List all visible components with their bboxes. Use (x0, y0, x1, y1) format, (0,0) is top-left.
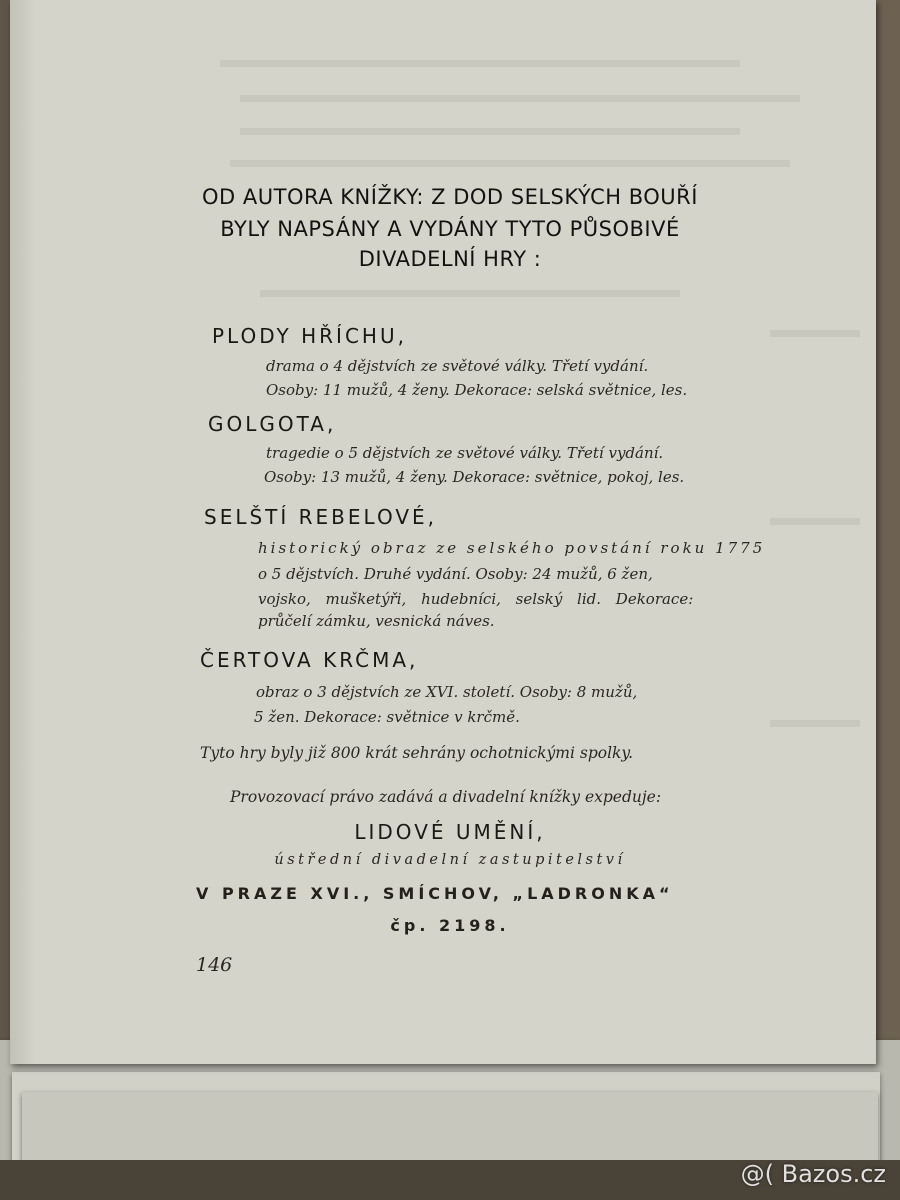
book-page (10, 0, 876, 1064)
publisher-address: V PRAZE XVI., SMÍCHOV, „LADRONKA“ (196, 884, 674, 903)
performance-note: Tyto hry byly již 800 krát sehrány ochotnickými spolky. (200, 744, 634, 762)
heading-line: DIVADELNÍ HRY : (358, 247, 542, 271)
show-through (260, 290, 680, 297)
watermark: @( Bazos.cz (740, 1160, 886, 1188)
show-through (770, 330, 860, 337)
play-description: vojsko, mušketýři, hudebníci, selský lid. Dekorace: (258, 590, 694, 608)
show-through (770, 720, 860, 727)
play-description: Osoby: 11 mužů, 4 ženy. Dekorace: selská světnice, les. (266, 381, 688, 399)
play-description: obraz o 3 dějstvích ze XVI. století. Osoby: 8 mužů, (256, 683, 638, 701)
show-through (240, 128, 740, 135)
publisher-subtitle: ústřední divadelní zastupitelství (274, 852, 626, 868)
play-description: drama o 4 dějstvích ze světové války. Třetí vydání. (266, 357, 649, 375)
rights-note: Provozovací právo zadává a divadelní knížky expeduje: (230, 788, 662, 806)
publisher-name: LIDOVÉ UMĚNÍ, (354, 820, 546, 844)
book-edge (872, 0, 900, 1200)
page-number: 146 (196, 954, 233, 976)
play-title: SELŠTÍ REBELOVÉ, (204, 505, 438, 529)
play-description: průčelí zámku, vesnická náves. (258, 612, 495, 630)
page-gutter-shade (10, 0, 36, 1064)
play-title: GOLGOTA, (208, 412, 337, 436)
show-through (240, 95, 800, 102)
play-title: PLODY HŘÍCHU, (212, 324, 407, 348)
play-description: tragedie o 5 dějstvích ze světové války. Třetí vydání. (266, 444, 664, 462)
play-description: Osoby: 13 mužů, 4 ženy. Dekorace: světnice, pokoj, les. (264, 468, 685, 486)
heading-line: BYLY NAPSÁNY A VYDÁNY TYTO PŮSOBIVÉ (220, 217, 680, 241)
publisher-number: čp. 2198. (390, 916, 510, 935)
show-through (230, 160, 790, 167)
play-description: o 5 dějstvích. Druhé vydání. Osoby: 24 mužů, 6 žen, (258, 565, 653, 583)
show-through (770, 518, 860, 525)
play-title: ČERTOVA KRČMA, (200, 648, 419, 672)
show-through (220, 60, 740, 67)
play-description: historický obraz ze selského povstání roku 1775 (258, 539, 766, 557)
play-description: 5 žen. Dekorace: světnice v krčmě. (254, 708, 520, 726)
heading-line: OD AUTORA KNÍŽKY: Z DOD SELSKÝCH BOUŘÍ (202, 185, 698, 209)
